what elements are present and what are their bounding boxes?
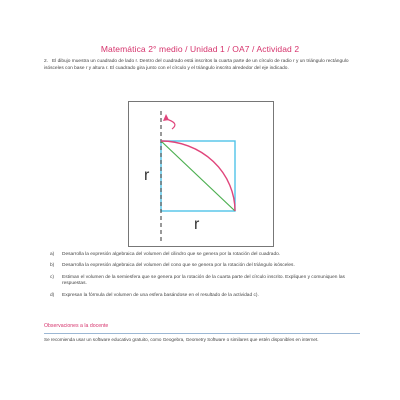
question-list — [50, 252, 362, 304]
question-text: Expresan la fórmula del volumen de una esfera basándose en el resultado de la actividad c). — [62, 292, 259, 298]
question-letter: c) — [50, 274, 54, 280]
question-item — [50, 263, 362, 269]
observations-header — [44, 323, 360, 334]
problem-text: El dibujo muestra un cuadrado de lado r. Dentro del cuadrado está inscritos la cuarta parte de un círculo de radio r y un triángulo rectángulo isósceles con base r y altura r. El cuadrado gira junto con el círculo y el triángulo inscrito alrededor del eje indicado. — [44, 59, 349, 71]
triangle-diagonal — [161, 141, 235, 211]
figure-frame — [129, 102, 274, 247]
observations-text: Se recomienda usar un software educativo gratuito, como Geogebra, Geometry Software o similares que estén disponibles en internet. — [44, 337, 319, 342]
problem-statement — [44, 58, 362, 72]
question-letter: d) — [50, 292, 55, 298]
page-title: Matemática 2° medio / Unidad 1 / OA7 / Actividad 2 — [100, 44, 300, 54]
question-text: Desarrolla la expresión algebraica del volumen del cono que se genera por la rotación del triángulo isósceles. — [62, 263, 295, 269]
question-letter: a) — [50, 252, 55, 257]
side-label: r — [144, 167, 150, 184]
bottom-label: r — [194, 216, 200, 233]
question-letter: b) — [50, 263, 55, 269]
rotation-figure — [128, 101, 274, 247]
question-text: Estiman el volumen de la semiesfera que se genera por la rotación de la cuarta parte del círculo inscrito. Expliquen y comuniquen las respuestas. — [62, 274, 345, 287]
rotation-arrow-icon — [166, 119, 175, 129]
observations-title: Observaciones a la docente — [44, 323, 109, 329]
question-item — [50, 252, 362, 258]
question-text: Desarrolla la expresión algebraica del volumen del cilindro que se genera por la rotación del cuadrado. — [62, 252, 281, 257]
question-item — [50, 293, 362, 299]
problem-number: 2. — [44, 59, 49, 64]
rotation-arrowhead-icon — [163, 114, 169, 121]
question-item — [50, 275, 362, 288]
